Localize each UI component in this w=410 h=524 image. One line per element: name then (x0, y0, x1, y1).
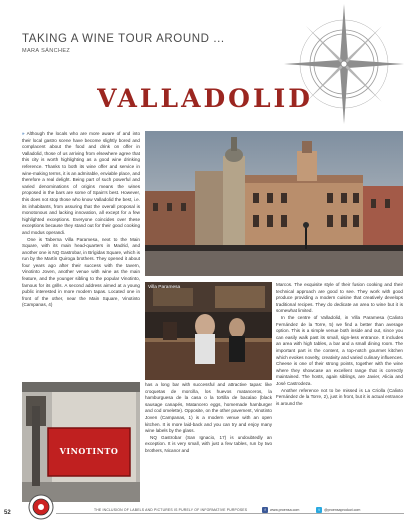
footer-disclaimer: THE INCLUSION OF LABELS AND PICTURES IS PURELY OF INFORMATIVE PURPOSES (94, 508, 248, 512)
paragraph (22, 131, 140, 237)
page-number: 52 (4, 510, 11, 516)
page-title: VALLADOLID (97, 84, 313, 113)
page-footer (0, 504, 410, 524)
twitter-link[interactable]: @proensaproduct.com (324, 508, 361, 512)
paragraph: Marcos. The exquisite style of their fusion cooking and their technical approach are good to see. They work with good produce providing a modern cuisine that creatively develops traditional recipes. They do dedicate an area to wine but it is somewhat limited. (276, 282, 403, 314)
vinotinto-sign: VINOTINTO (59, 446, 119, 456)
paragraph: In the centre of Valladolid, in Villa Paramesa (Calixto Fernández de la Torre, 5) we find a better than average option. This is a simple venue both inside and out, since you can easily walk past its small, sign-less entrance. It includes an area with high tables, a bar and a small dining room. The important part is the content, a top-notch gourmet kitchen which evokes novelty, creativity and varied culinary influences. Cheese is one of their strong points, together with the wine where they showcase an excellent range that is correctly maintained. The hosts, again siblings, are Javier, Alicia and José Castrodeza. (276, 314, 403, 386)
plaza-mayor-photo (145, 131, 403, 276)
paragraph: NQ Gastrobar (San Ignacio, 17) is undoubtedly an exception. It is very small, with just a few tables, run by two brothers, Nicanor and (145, 434, 272, 453)
twitter-icon[interactable]: t (316, 507, 322, 513)
facebook-link[interactable]: www.proensa.com (270, 508, 300, 512)
paragraph: One is Taberna Villa Paramesa, next to the Main Square, with its main head-quarters in Madrid, and another one is NQ Gastrobar, in Brígidas Square, which is run by the Martín Quiroga brothers. They opened it about four years ago after their success with the tavern, Vinotinto Joven, another venue with wine as the main feature, and the younger sibling to the popular Vinotinto, famous for its grills. A second address aimed at a young public interested in more modern tapas. Located one in front of the other, near the Main Square, Vinotinto (Campanas, 4) (22, 236, 140, 308)
footer-divider (56, 513, 404, 514)
paragraph-text: Although the locals who are more aware of and into their local gastro scene have become slightly bored and complacent about the food and drink on offer in Valladolid, those of us arriving from elsewhere agree that this city is worth highlighting as a good wine drinking reference. Thanks to both its wine offer and service in wine-making terms, it is an admirable, enviable place, and therefore a real delight. Being part of such powerful and varied denominations of origins means the wines proposed in the bars are some of Spain's best. However, this does not stop those who know Valladolid the best, i.e. its inhabitants, from assuring that the overall proposal is monotonous and lacking innovation, all except for a few highlighted exceptions. Everyone coincides over these exceptions because they stand out for their good cooking and modus operandi. (22, 131, 140, 235)
text-column-3 (276, 282, 403, 503)
paragraph: Another reference not to be missed is La Criolla (Calixto Fernández de la Torre, 2), just in front, but it is actual entrance is around the (276, 387, 403, 406)
text-column-2 (145, 382, 272, 503)
publisher-seal-icon (28, 494, 54, 520)
paragraph: has a long bar with successful and attractive tapas: like croquetas de morcilla, los huevos matanceros, la hamburguesa de la casa o la tortilla de bacalao (black sausage canapés, Matancero eggs, homemade hamburger and cod omelette). Opposite, on the other pavement, Vinotinto Joven (Campanas, 1) is a modern venue with an open kitchen. It is more laid-back and you can try and enjoy many wine labels by the glass. (145, 382, 272, 434)
photo-caption: Villa Paramesa (148, 285, 181, 290)
double-chevron-icon: » (22, 131, 25, 136)
villa-paramesa-photo (145, 282, 272, 380)
facebook-icon[interactable]: f (262, 507, 268, 513)
section-label: TAKING A WINE TOUR AROUND ... (22, 33, 225, 45)
vinotinto-photo (22, 382, 140, 502)
author-byline: MARA SÁNCHEZ (22, 48, 71, 54)
